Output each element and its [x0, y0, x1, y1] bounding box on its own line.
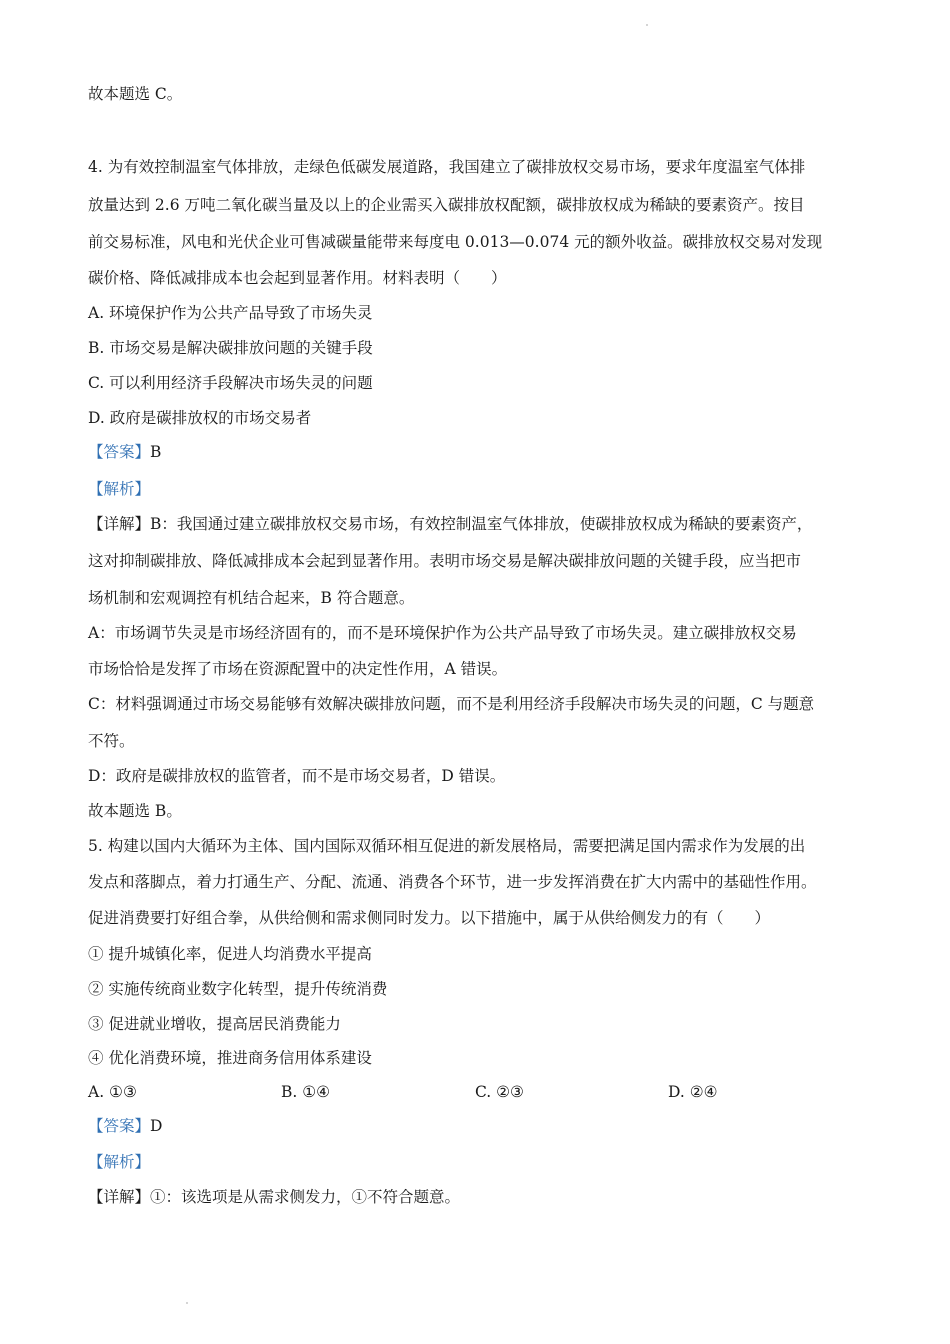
answer-value: B	[150, 443, 162, 461]
q5-choice-b: B. ①④	[281, 1083, 331, 1101]
q5-choice-d: D. ②④	[668, 1083, 718, 1101]
q4-detail-line: A：市场调节失灵是市场经济固有的，而不是环境保护作为公共产品导致了市场失灵。建立碳排放权交易	[88, 624, 797, 642]
q4-answer	[88, 442, 863, 462]
prev-conclusion: 故本题选 C。	[88, 85, 183, 103]
q5-item-4: ④ 优化消费环境，推进商务信用体系建设	[88, 1049, 372, 1067]
page-mark	[646, 24, 648, 26]
q4-detail-line: 场机制和宏观调控有机结合起来，B 符合题意。	[88, 589, 415, 607]
q4-stem-line: 4. 为有效控制温室气体排放，走绿色低碳发展道路，我国建立了碳排放权交易市场，要求年度温室气体排	[88, 158, 806, 176]
detail-text: ①：该选项是从需求侧发力，①不符合题意。	[150, 1188, 461, 1206]
q5-analysis-heading	[88, 1152, 863, 1172]
q4-option-d: D. 政府是碳排放权的市场交易者	[88, 409, 312, 427]
q5-answer	[88, 1116, 863, 1136]
q4-option-b: B. 市场交易是解决碳排放问题的关键手段	[88, 339, 373, 357]
q4-stem-line: 放量达到 2.6 万吨二氧化碳当量及以上的企业需买入碳排放权配额，碳排放权成为稀缺的要素资产。按目	[88, 196, 805, 214]
q5-item-2: ② 实施传统商业数字化转型，提升传统消费	[88, 980, 388, 998]
answer-tag: 【答案】	[88, 443, 151, 461]
q4-detail-line: 不符。	[88, 732, 135, 750]
q4-detail-line: 这对抑制碳排放、降低减排成本会起到显著作用。表明市场交易是解决碳排放问题的关键手段，应当把市	[88, 552, 802, 570]
q4-detail-line	[88, 514, 863, 534]
q5-item-1: ① 提升城镇化率，促进人均消费水平提高	[88, 945, 372, 963]
q5-detail-line	[88, 1187, 863, 1207]
q4-detail-line: 市场恰恰是发挥了市场在资源配置中的决定性作用，A 错误。	[88, 660, 508, 678]
answer-tag: 【答案】	[88, 1117, 151, 1135]
q4-detail-line: C：材料强调通过市场交易能够有效解决碳排放问题，而不是利用经济手段解决市场失灵的问题，C 与题意	[88, 695, 815, 713]
analysis-tag: 【解析】	[88, 480, 151, 498]
q5-choice-a: A. ①③	[88, 1083, 137, 1101]
detail-tag: 【详解】	[88, 515, 151, 533]
q4-option-a: A. 环境保护作为公共产品导致了市场失灵	[88, 304, 373, 322]
analysis-tag: 【解析】	[88, 1153, 151, 1171]
answer-value: D	[150, 1117, 163, 1135]
q5-item-3: ③ 促进就业增收，提高居民消费能力	[88, 1015, 341, 1033]
q4-analysis-heading	[88, 479, 863, 499]
q4-conclusion: 故本题选 B。	[88, 802, 182, 820]
q4-stem-line: 前交易标准，风电和光伏企业可售减碳量能带来每度电 0.013—0.074 元的额外收益。碳排放权交易对发现	[88, 233, 823, 251]
q5-stem-line: 发点和落脚点，着力打通生产、分配、流通、消费各个环节，进一步发挥消费在扩大内需中的基础性作用。	[88, 873, 817, 891]
q5-stem-line: 5. 构建以国内大循环为主体、国内国际双循环相互促进的新发展格局，需要把满足国内需求作为发展的出	[88, 837, 806, 855]
q5-choice-c: C. ②③	[475, 1083, 524, 1101]
q5-stem-line: 促进消费要打好组合拳，从供给侧和需求侧同时发力。以下措施中，属于从供给侧发力的有（ ）	[88, 909, 771, 927]
page-mark	[186, 1302, 188, 1304]
q4-option-c: C. 可以利用经济手段解决市场失灵的问题	[88, 374, 373, 392]
q4-stem-line: 碳价格、降低减排成本也会起到显著作用。材料表明（ ）	[88, 269, 507, 287]
detail-text: B：我国通过建立碳排放权交易市场，有效控制温室气体排放，使碳排放权成为稀缺的要素资产，	[150, 515, 813, 533]
detail-tag: 【详解】	[88, 1188, 151, 1206]
q4-detail-line: D：政府是碳排放权的监管者，而不是市场交易者，D 错误。	[88, 767, 506, 785]
